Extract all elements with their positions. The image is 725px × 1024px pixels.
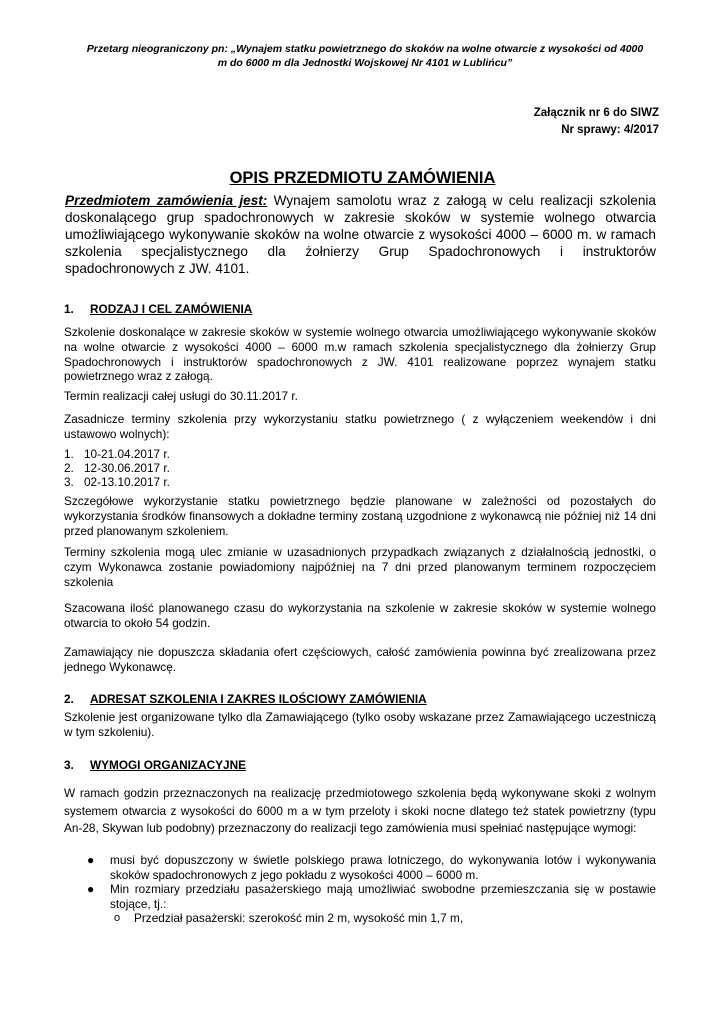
- attachment-info: [534, 105, 659, 139]
- section-1-paragraph: Szkolenie doskonalące w zakresie skoków w systemie wolnego otwarcia umożliwiającego wykonywanie skoków na wolne otwarcie z wysokości 4000 – 6000 m.w ramach szkolenia specjalistycznego dla żołnierzy Grup Spadochronowych i instruktorów spadochronowych z JW. 4101 realizowane poprzez wynajem statku powietrznego wraz z załogą.: [64, 325, 656, 384]
- section-2-paragraph: Szkolenie jest organizowane tylko dla Zamawiającego (tylko osoby wskazane przez Zamawiającego uczestniczą w tym szkoleniu).: [64, 710, 656, 739]
- section-3-heading: [64, 758, 656, 773]
- section-1-offers-block: [64, 645, 656, 675]
- section-1-deadline-block: [64, 389, 656, 404]
- section-1-title: RODZAJ I CEL ZAMÓWIENIA: [90, 302, 253, 316]
- list-item: [110, 911, 656, 926]
- section-1-hours: Szacowana ilość planowanego czasu do wykorzystania na szkolenie w zakresie skoków w systemie wolnego otwarcia to około 54 godzin.: [64, 601, 656, 630]
- list-item: [64, 475, 656, 489]
- section-1-number: 1.: [64, 302, 74, 316]
- intro-lead: Przedmiotem zamówienia jest:: [65, 193, 268, 208]
- section-2-number: 2.: [64, 692, 74, 706]
- section-1-dates-block: [64, 447, 656, 489]
- list-item-number: 3.: [64, 475, 74, 489]
- section-1-changes: Terminy szkolenia mogą ulec zmianie w uzasadnionych przypadkach związanych z działalnością jednostki, o czym Wykonawca zostanie powiadomiony najpóźniej na 7 dni przed planowanym terminem rozpoczęciem szkolenia: [64, 545, 656, 589]
- header-line-2: m do 6000 m dla Jednostki Wojskowej Nr 4101 w Lublińcu”: [217, 57, 513, 69]
- section-1-heading: [64, 302, 656, 317]
- section-1-offers: Zamawiający nie dopuszcza składania ofert częściowych, całość zamówienia powinna być zrealizowana przez jednego Wykonawcę.: [64, 645, 656, 674]
- bullet-icon: ●: [87, 882, 95, 897]
- section-2-body: [64, 710, 656, 740]
- sub-requirements-list: [110, 911, 656, 926]
- section-3-paragraph: W ramach godzin przeznaczonych na realizację przedmiotowego szkolenia będą wykonywane skoki z wolnym systemem otwarcia z wysokości do 6000 m a w tym przeloty i skoki nocne dlatego też statek powietrzny (typu An-28, Skywan lub podobny) przeznaczony do realizacji tego zamówienia musi spełniać następujące wymogi:: [64, 786, 656, 835]
- section-1-terms-intro: Zasadnicze terminy szkolenia przy wykorzystaniu statku powietrznego ( z wyłączeniem weekendów i dni ustawowo wolnych):: [64, 412, 656, 441]
- tender-header: [62, 42, 668, 70]
- list-item: [64, 461, 656, 475]
- section-1-hours-block: [64, 601, 656, 631]
- section-3-title: WYMOGI ORGANIZACYJNE: [90, 758, 246, 772]
- list-item-text: 02-13.10.2017 r.: [84, 475, 170, 489]
- list-item-text: Przedział pasażerski: szerokość min 2 m, wysokość min 1,7 m,: [134, 911, 464, 926]
- attachment-number: Załącznik nr 6 do SIWZ: [533, 107, 659, 119]
- header-line-1: Przetarg nieograniczony pn: „Wynajem statku powietrznego do skoków na wolne otwarcie z wysokości od 4000: [86, 43, 644, 55]
- section-3-number: 3.: [64, 758, 74, 772]
- list-item-text: musi być dopuszczony w świetle polskiego prawa lotniczego, do wykonywania lotów i wykonywania skoków spadochronowych z jego pokładu z wysokości 4000 – 6000 m.: [110, 853, 656, 882]
- section-1-usage: Szczegółowe wykorzystanie statku powietrznego będzie planowane w zależności od pozostałych do wykorzystania środków finansowych a dokładne terminy zostaną uzgodnione z wykonawcą nie później niż 14 dni przed planowanym szkoleniem.: [64, 494, 656, 538]
- section-1-deadline: Termin realizacji całej usługi do 30.11.2017 r.: [64, 389, 298, 403]
- document-title: OPIS PRZEDMIOTU ZAMÓWIENIA: [229, 169, 496, 187]
- list-item-text: 12-30.06.2017 r.: [84, 461, 170, 475]
- section-1-changes-block: [64, 545, 656, 589]
- list-item-number: 1.: [64, 447, 74, 461]
- list-item-text: Min rozmiary przedziału pasażerskiego mają umożliwiać swobodne przemieszczania się w postawie stojące, tj.:: [110, 882, 656, 911]
- section-2-heading: [64, 692, 656, 707]
- intro-text: Wynajem samolotu wraz z załogą w celu realizacji szkolenia doskonalącego grup spadochronowych w zakresie skoków w systemie wolnego otwarcia umożliwiającego wykonywanie skoków na wolne otwarcie z wysokości 4000 – 6000 m. w ramach szkolenia specjalistycznego dla żołnierzy Grup Spadochronowych i instruktorów spadochronowych z JW. 4101.: [65, 193, 656, 276]
- requirements-list: [64, 853, 656, 926]
- section-1-body: [64, 325, 656, 384]
- list-item: [64, 853, 656, 882]
- training-dates-list: [64, 447, 656, 489]
- circle-bullet-icon: o: [114, 912, 121, 925]
- section-3-body: [64, 785, 656, 838]
- list-item-text: 10-21.04.2017 r.: [84, 447, 170, 461]
- section-1-terms-block: [64, 412, 656, 442]
- case-number: Nr sprawy: 4/2017: [561, 124, 659, 136]
- section-3-requirements: [64, 853, 656, 926]
- list-item: [64, 882, 656, 926]
- intro-paragraph: [65, 192, 656, 277]
- list-item: [64, 447, 656, 461]
- bullet-icon: ●: [87, 853, 95, 867]
- section-2-title: ADRESAT SZKOLENIA I ZAKRES ILOŚCIOWY ZAMÓWIENIA: [90, 692, 427, 706]
- section-1-usage-block: [64, 494, 656, 538]
- list-item-number: 2.: [64, 461, 74, 475]
